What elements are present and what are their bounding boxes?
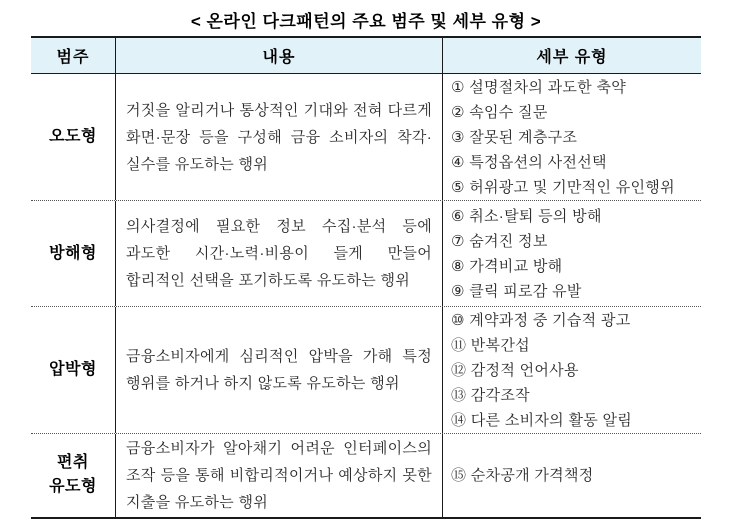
detail-item: ⑩ 계약과정 중 기습적 광고 xyxy=(451,311,631,329)
detail-item: ⑨ 클릭 피로감 유발 xyxy=(451,282,582,300)
detail-item: ⑥ 취소·탈퇴 등의 방해 xyxy=(451,207,602,225)
detail-item: ⑤ 허위광고 및 기만적인 유인행위 xyxy=(451,178,675,196)
category-label: 압박형 xyxy=(31,307,116,433)
content-text: 의사결정에 필요한 정보 수집·분석 등에 과도한 시간·노력·비용이 들게 만들어 합리적인 선택을 포기하도록 유도하는 행위 xyxy=(126,218,432,289)
content-text: 거짓을 알리거나 통상적인 기대와 전혀 다르게 화면·문장 등을 구성해 금융 소비자의 착각·실수를 유도하는 행위 xyxy=(126,101,432,173)
detail-item: ⑪ 반복간섭 xyxy=(451,336,530,354)
detail-item: ② 속임수 질문 xyxy=(451,103,548,121)
detail-list xyxy=(443,307,701,433)
table-header-row xyxy=(31,38,701,74)
detail-item: ⑬ 감각조작 xyxy=(451,386,530,404)
table-row-fraud-inducement xyxy=(31,433,701,517)
detail-list xyxy=(443,74,701,200)
page-title: < 온라인 다크패턴의 주요 범주 및 세부 유형 > xyxy=(190,12,542,31)
category-label: 오도형 xyxy=(31,74,116,200)
category-label: 방해형 xyxy=(31,201,116,306)
detail-item: ⑫ 감정적 언어사용 xyxy=(451,361,579,379)
table-row-misleading xyxy=(31,74,701,200)
header-category: 범주 xyxy=(31,38,116,73)
dark-pattern-table xyxy=(31,36,701,519)
detail-item: ④ 특정옵션의 사전선택 xyxy=(451,153,607,171)
content-text: 금융소비자가 알아채기 어려운 인터페이스의 조작 등을 통해 비합리적이거나 예상하지 못한 지출을 유도하는 행위 xyxy=(126,439,432,511)
content-text: 금융소비자에게 심리적인 압박을 가해 특정 행위를 하거나 하지 않도록 유도하는 행위 xyxy=(126,348,432,392)
detail-item: ① 설명절차의 과도한 축약 xyxy=(451,78,627,96)
detail-item: ⑭ 다른 소비자의 활동 알림 xyxy=(451,411,633,429)
detail-item: ⑧ 가격비교 방해 xyxy=(451,257,563,275)
detail-item: ⑮ 순차공개 가격책정 xyxy=(451,466,594,484)
table-row-pressure xyxy=(31,306,701,433)
header-content: 내용 xyxy=(116,38,443,73)
header-detail-type: 세부 유형 xyxy=(536,49,608,66)
detail-list xyxy=(443,434,701,517)
table-row-obstruction xyxy=(31,200,701,306)
detail-item: ⑦ 숨겨진 정보 xyxy=(451,232,548,250)
category-label: 편취 유도형 xyxy=(31,434,116,517)
detail-item: ③ 잘못된 계층구조 xyxy=(451,128,578,146)
detail-list xyxy=(443,201,701,306)
